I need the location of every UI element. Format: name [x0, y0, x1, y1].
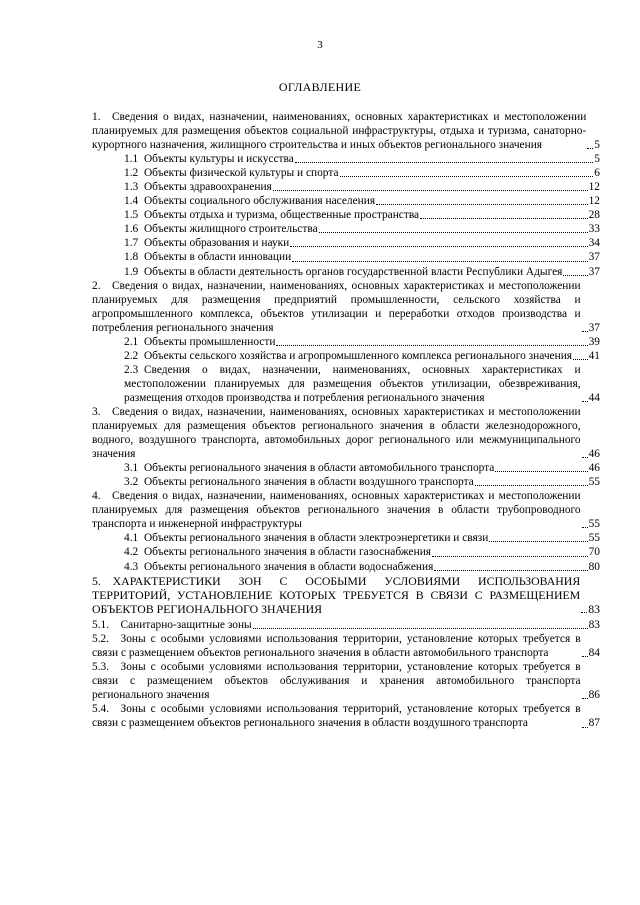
toc-entry-text — [92, 489, 581, 531]
toc-entry-number: 4.3 — [124, 560, 139, 573]
toc-page-number: 87 — [588, 717, 600, 730]
toc-entry-number: 1.1 — [124, 153, 139, 166]
toc-title: ОГЛАВЛЕНИЕ — [278, 80, 362, 94]
dot-leader — [582, 400, 588, 402]
toc-entry-label: Санитарно-защитные зоны — [120, 619, 252, 632]
toc-entry-text — [124, 349, 572, 363]
toc-entry[interactable] — [92, 489, 600, 531]
toc-entry-label: Зоны с особыми условиями использования территорий, установление которых требуется в связи с размещением объектов регионального значения в области воздушного транспорта — [92, 703, 581, 730]
toc-entry-number: 4.1 — [124, 532, 139, 545]
toc-entry[interactable] — [92, 531, 600, 545]
toc-entry-number: 2.1 — [124, 335, 139, 348]
toc-entry-number: 1.8 — [124, 251, 139, 264]
toc-page-number: 39 — [588, 335, 600, 348]
toc-entry-label: Объекты регионального значения в области электроэнергетики и связи — [143, 532, 489, 545]
dot-leader — [276, 344, 587, 346]
toc-entry-text — [124, 236, 289, 250]
toc-entry[interactable] — [92, 152, 600, 166]
toc-entry-label: Объекты социального обслуживания населения — [143, 195, 376, 208]
toc-page-number: 37 — [588, 321, 600, 334]
toc-entry[interactable] — [92, 560, 600, 574]
toc-entry-number: 1. — [92, 111, 101, 123]
dot-leader — [292, 260, 587, 262]
toc-entry[interactable] — [92, 574, 600, 617]
toc-entry-label: ХАРАКТЕРИСТИКИ ЗОН С ОСОБЫМИ УСЛОВИЯМИ ИСПОЛЬЗОВАНИЯ ТЕРРИТОРИЙ, УСТАНОВЛЕНИЕ КОТОРЫХ ТРЕБУЕТСЯ В СВЯЗИ С РАЗМЕЩЕНИЕМ ОБЪЕКТОВ РЕГИОНАЛЬНОГО ЗНАЧЕНИЯ — [92, 573, 581, 616]
toc-entry-number: 3.2 — [124, 476, 139, 489]
toc-entry[interactable] — [92, 194, 600, 208]
toc-page-number: 70 — [588, 546, 600, 559]
toc-entry[interactable] — [92, 545, 600, 559]
toc-entry-label: Объекты отдыха и туризма, общественные пространства — [143, 209, 420, 222]
toc-page-number: 5 — [594, 153, 600, 166]
toc-entry-label: Объекты сельского хозяйства и агропромышленного комплекса регионального значения — [143, 349, 573, 362]
toc-entry-number: 1.6 — [124, 223, 139, 236]
toc-page-number: 12 — [588, 195, 600, 208]
toc-entry[interactable] — [92, 110, 600, 152]
toc-entry-number: 1.3 — [124, 181, 139, 194]
toc-page-number: 46 — [588, 448, 600, 461]
toc-entry-label: Объекты в области инновации — [143, 251, 292, 264]
toc-page-number: 5 — [594, 139, 600, 152]
toc-entry-number: 1.5 — [124, 209, 139, 222]
toc-entry-text — [124, 461, 494, 475]
toc-entry[interactable] — [92, 265, 600, 279]
dot-leader — [420, 217, 588, 219]
toc-entry[interactable] — [92, 632, 600, 660]
toc-entry-number: 4.2 — [124, 546, 139, 559]
toc-entry[interactable] — [92, 405, 600, 461]
toc-entry-text — [92, 574, 580, 617]
dot-leader — [253, 627, 588, 629]
toc-entry[interactable] — [92, 349, 600, 363]
toc-entry-label: Объекты культуры и искусства — [143, 153, 294, 166]
toc-entry-label: Объекты образования и науки — [143, 237, 290, 250]
toc-entry-label: Сведения о видах, назначении, наименованиях, основных характеристиках и местоположении планируемых для размещения объектов утилизации, обезвреживания, размещения отходов производства и потребления регионального значения — [124, 363, 581, 404]
toc-entry-label: Объекты физической культуры и спорта — [143, 167, 339, 180]
dot-leader — [376, 203, 588, 205]
toc-page-number: 44 — [588, 391, 600, 404]
dot-leader — [563, 274, 587, 276]
toc-page-number: 12 — [588, 181, 600, 194]
toc-entry-number: 5. — [92, 573, 101, 588]
toc-entry-number: 1.4 — [124, 195, 139, 208]
toc-entry[interactable] — [92, 166, 600, 180]
toc-entry-text — [92, 405, 581, 461]
toc-entry-text — [124, 545, 431, 559]
toc-entry-label: Сведения о видах, назначении, наименованиях, основных характеристиках и местоположении планируемых для размещения объектов регионального значения в области трубопроводного транспорта и инженерной инфраструктуры — [92, 490, 581, 531]
toc-page-number: 46 — [588, 462, 600, 475]
toc-entry-text — [124, 531, 488, 545]
toc-entry-text — [124, 363, 581, 405]
toc-page-number: 37 — [588, 265, 600, 278]
toc-entry[interactable] — [92, 208, 600, 222]
toc-entry-text — [92, 702, 581, 730]
toc-entry-number: 5.3. — [92, 661, 110, 674]
toc-entry-label: Объекты в области деятельность органов государственной власти Республики Адыгея — [143, 265, 563, 278]
dot-leader — [295, 161, 594, 163]
toc-entry-label: Зоны с особыми условиями использования территории, установление которых требуется в связи с размещением объектов регионального значения в области автомобильного транспорта — [92, 633, 581, 660]
toc-entry-text — [92, 279, 581, 335]
dot-leader — [475, 484, 588, 486]
toc-entry[interactable] — [92, 180, 600, 194]
toc-entry-text — [92, 110, 586, 152]
toc-entry-number: 3. — [92, 405, 101, 418]
toc-page-number: 55 — [588, 518, 600, 531]
dot-leader — [581, 611, 587, 613]
toc-entry-text — [124, 475, 474, 489]
page-number: 3 — [317, 39, 323, 51]
toc-entry-text — [92, 618, 252, 632]
toc-entry-label: Сведения о видах, назначении, наименованиях, основных характеристиках и местоположении планируемых для размещения объектов регионального значения в области железнодорожного, водного, воздушного транспорта, автомобильных дорог регионального или межмуниципального значения — [92, 405, 581, 461]
toc-entry-label: Объекты регионального значения в области газоснабжения — [143, 546, 432, 559]
toc-entry-text — [124, 166, 339, 180]
toc-entry-number: 2. — [92, 279, 101, 292]
dot-leader — [587, 147, 593, 149]
toc-entry-text — [92, 660, 581, 702]
dot-leader — [319, 231, 588, 233]
toc-entry-number: 2.2 — [124, 349, 139, 362]
toc-entry-label: Объекты промышленности — [143, 335, 276, 348]
toc-entry-number: 2.3 — [124, 363, 139, 376]
dot-leader — [340, 175, 594, 177]
toc-entry[interactable] — [92, 279, 600, 335]
dot-leader — [573, 358, 588, 360]
toc-entry-number: 3.1 — [124, 462, 139, 475]
toc-page-number: 37 — [588, 251, 600, 264]
dot-leader — [489, 540, 587, 542]
toc-page-number: 80 — [588, 560, 600, 573]
dot-leader — [434, 569, 587, 571]
toc-entry-text — [124, 180, 272, 194]
toc-entry[interactable] — [92, 475, 600, 489]
toc-page-number: 6 — [594, 167, 600, 180]
toc-entry-number: 4. — [92, 490, 101, 503]
toc-page-number: 55 — [588, 476, 600, 489]
toc-entry-label: Сведения о видах, назначении, наименованиях, основных характеристиках и местоположении планируемых для размещения предприятий промышленности, сельского хозяйства и агропромышленного комплекса, объектов утилизации и переработки отходов производства и потребления регионального значения — [92, 279, 581, 334]
toc-entry-text — [124, 335, 275, 349]
toc-entry-label: Сведения о видах, назначении, наименованиях, основных характеристиках и местоположении планируемых для размещения объектов социальной инфраструктуры, отдыха и туризма, санаторно-курортного назначения, жилищного строительства и иных объектов регионального значения — [92, 111, 587, 152]
toc-entry-text — [124, 265, 562, 279]
toc-entry-number: 1.2 — [124, 167, 139, 180]
dot-leader — [495, 470, 587, 472]
toc-entry[interactable] — [92, 250, 600, 264]
dot-leader — [582, 526, 588, 528]
toc-page-number: 86 — [588, 689, 600, 702]
table-of-contents — [92, 110, 600, 731]
dot-leader — [290, 245, 587, 247]
toc-entry-number: 5.2. — [92, 633, 110, 646]
toc-entry-label: Объекты регионального значения в области водоснабжения — [143, 560, 434, 573]
toc-entry[interactable] — [92, 461, 600, 475]
toc-page-number: 33 — [588, 223, 600, 236]
toc-entry-text — [124, 208, 419, 222]
toc-page-number: 84 — [588, 647, 600, 660]
toc-entry[interactable] — [92, 702, 600, 730]
toc-page-number: 83 — [588, 619, 600, 632]
toc-entry[interactable] — [92, 222, 600, 236]
toc-page-number: 34 — [588, 237, 600, 250]
toc-entry[interactable] — [92, 363, 600, 405]
toc-entry-label: Зоны с особыми условиями использования территории, установление которых требуется в связи с размещением объектов обслуживания и хранения автомобильного транспорта регионального значения — [92, 661, 581, 702]
toc-entry-label: Объекты жилищного строительства — [143, 223, 318, 236]
toc-entry-label: Объекты здравоохранения — [143, 181, 272, 194]
toc-entry[interactable] — [92, 335, 600, 349]
dot-leader — [582, 726, 588, 728]
toc-entry-text — [124, 152, 294, 166]
toc-entry-number: 5.1. — [92, 619, 110, 632]
toc-page-number: 55 — [588, 532, 600, 545]
toc-entry-number: 1.7 — [124, 237, 139, 250]
toc-entry-number: 1.9 — [124, 265, 139, 278]
toc-entry-label: Объекты регионального значения в области воздушного транспорта — [143, 476, 474, 489]
dot-leader — [582, 456, 588, 458]
toc-entry-text — [124, 194, 375, 208]
toc-entry[interactable] — [92, 618, 600, 632]
dot-leader — [273, 189, 588, 191]
toc-page-number: 28 — [588, 209, 600, 222]
dot-leader — [582, 655, 588, 657]
toc-entry-number: 5.4. — [92, 703, 110, 716]
dot-leader — [582, 330, 588, 332]
dot-leader — [582, 697, 588, 699]
toc-entry-text — [124, 560, 433, 574]
toc-entry[interactable] — [92, 236, 600, 250]
dot-leader — [432, 555, 588, 557]
toc-entry-text — [124, 222, 318, 236]
toc-entry-text — [92, 632, 581, 660]
toc-page-number: 83 — [588, 601, 600, 616]
toc-entry-label: Объекты регионального значения в области автомобильного транспорта — [143, 462, 495, 475]
toc-entry[interactable] — [92, 660, 600, 702]
toc-entry-text — [124, 250, 291, 264]
toc-page-number: 41 — [588, 349, 600, 362]
